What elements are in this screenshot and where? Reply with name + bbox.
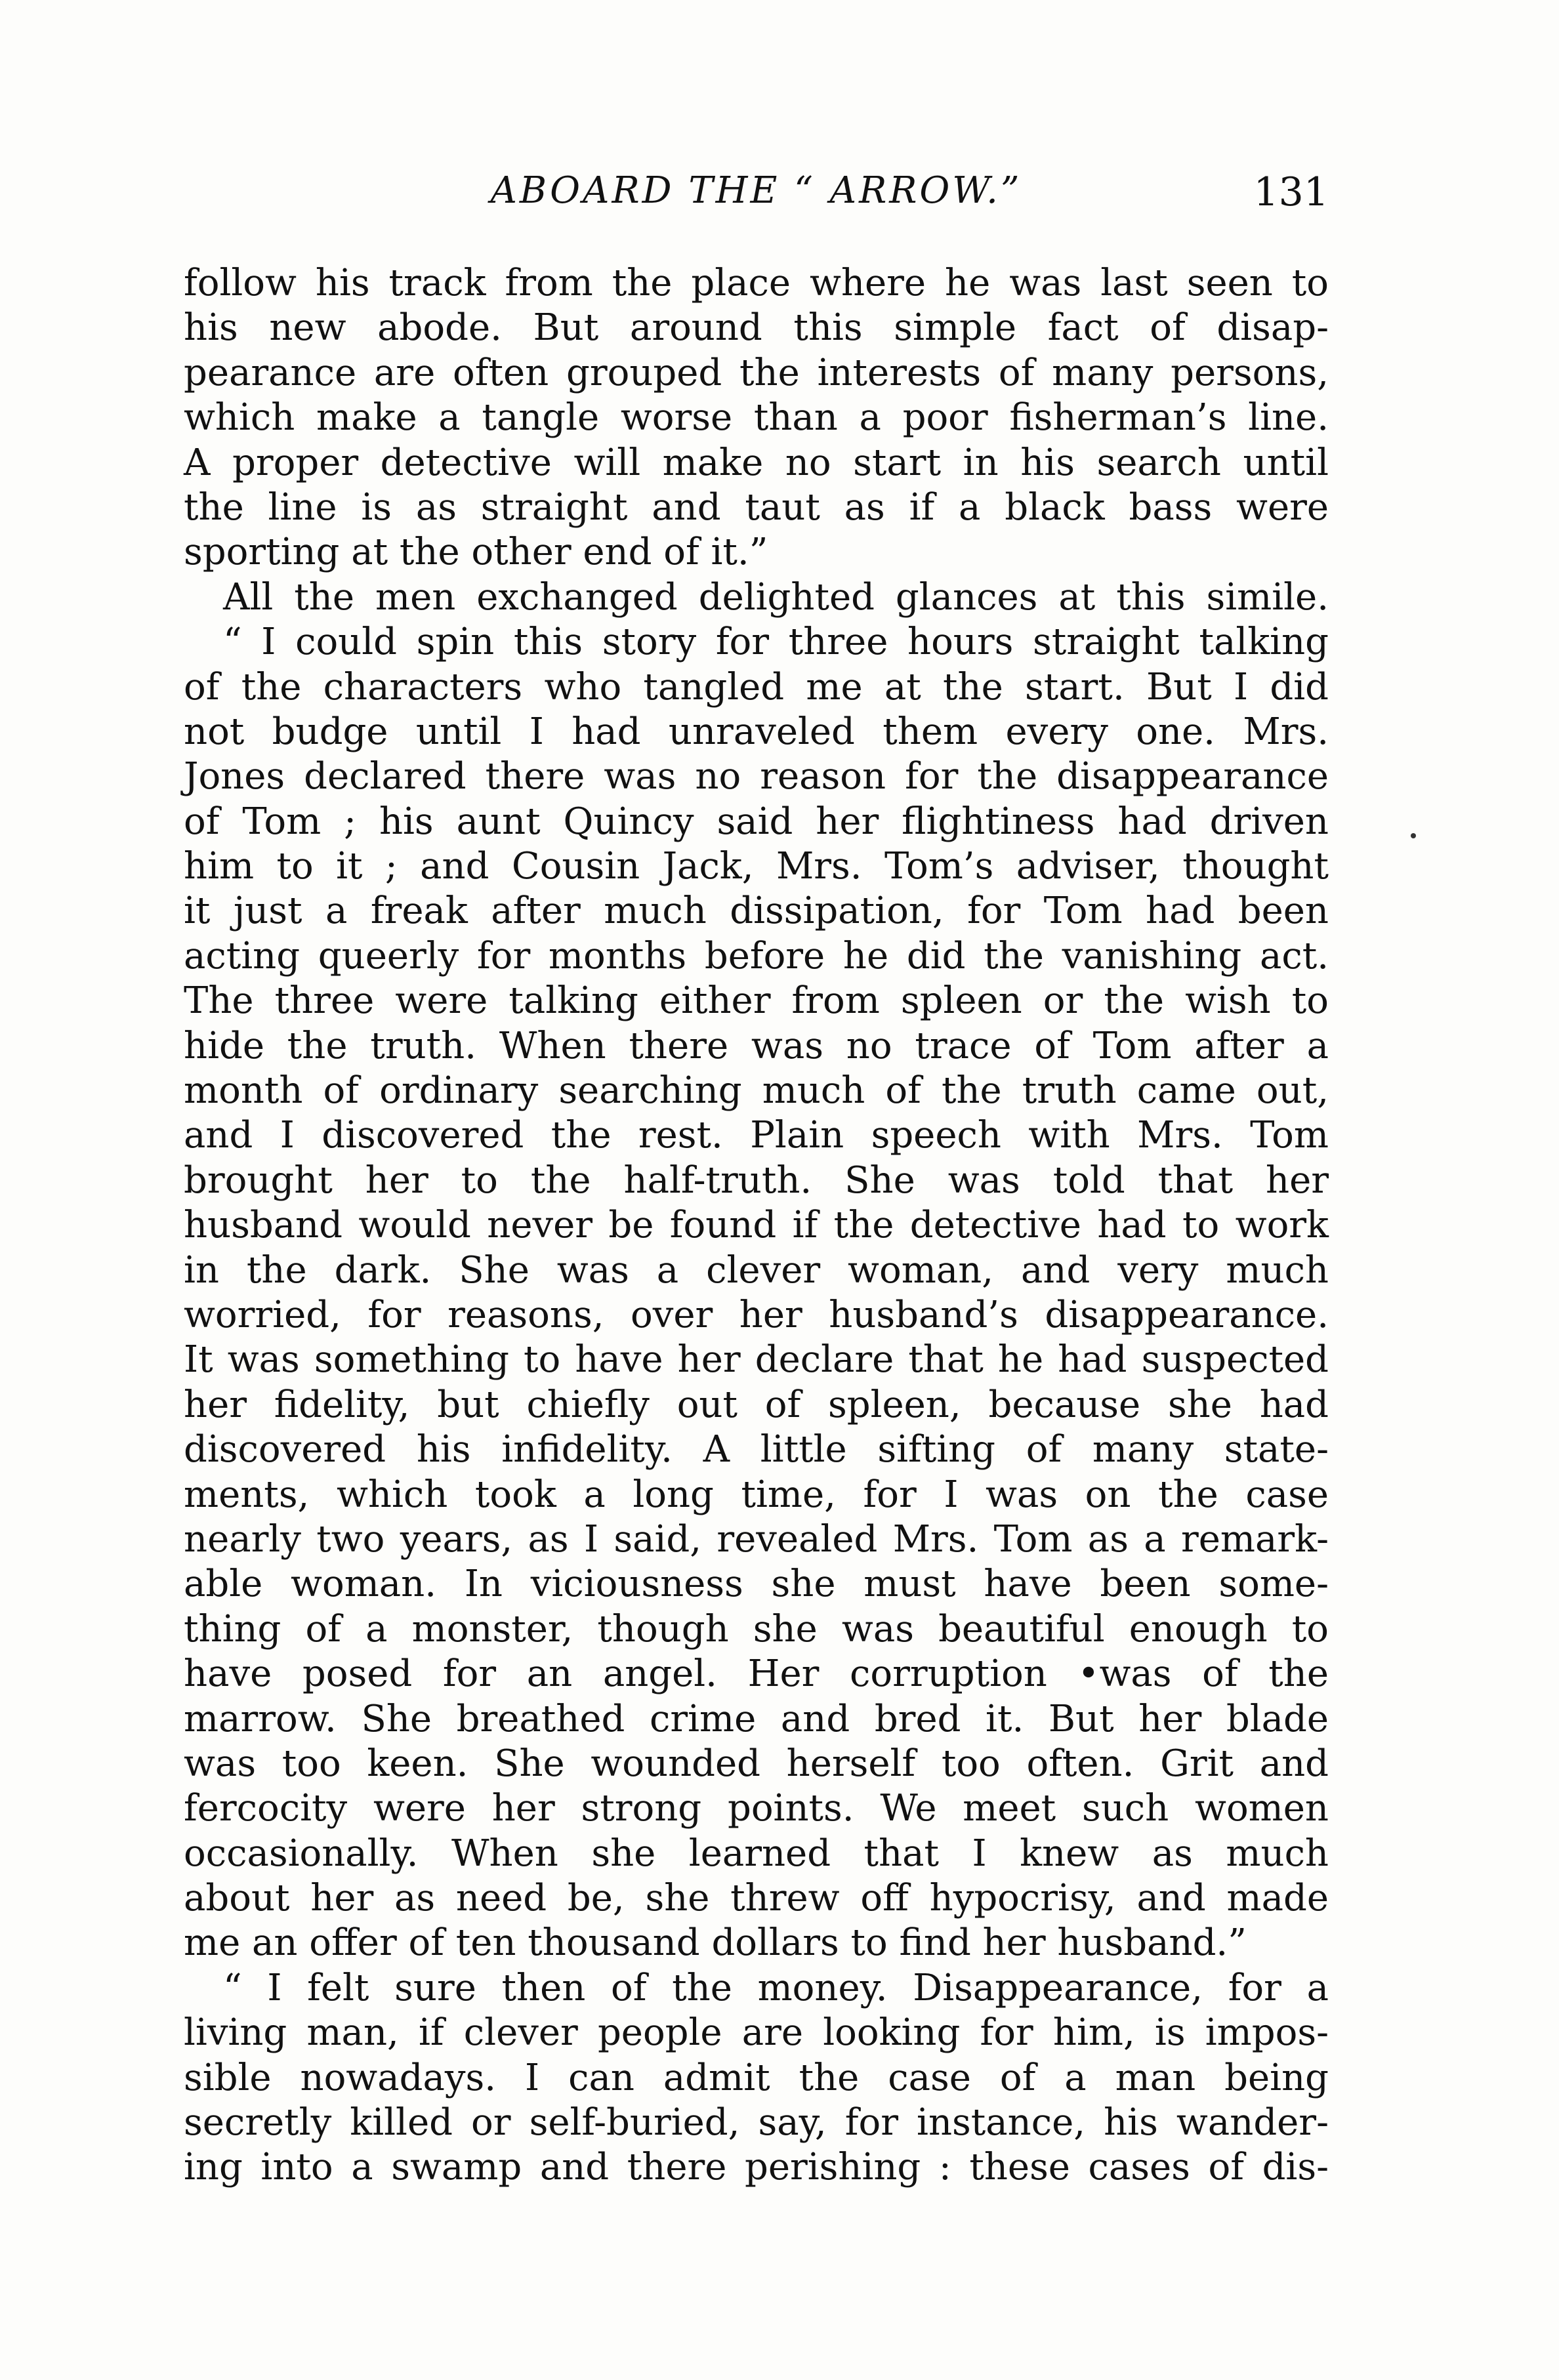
text-line: “ I felt sure then of the money. Disappearance, for a	[223, 1966, 1329, 2009]
text-line: living man, if clever people are looking for him, is impos-	[184, 2011, 1329, 2055]
page-header	[184, 169, 1329, 228]
text-line: have posed for an angel. Her corruption •was of the	[184, 1652, 1329, 1696]
text-line: the line is as straight and taut as if a black bass were	[184, 485, 1329, 529]
running-title: ABOARD THE “ ARROW.”	[490, 169, 1022, 212]
text-line: was too keen. She wounded herself too often. Grit and	[184, 1742, 1329, 1785]
text-line: fercocity were her strong points. We meet such women	[184, 1787, 1329, 1830]
text-line: him to it ; and Cousin Jack, Mrs. Tom’s adviser, thought	[184, 845, 1329, 888]
text-line: nearly two years, as I said, revealed Mrs. Tom as a remark-	[184, 1517, 1329, 1561]
text-line: which make a tangle worse than a poor fisherman’s line.	[184, 396, 1329, 440]
text-line: ing into a swamp and there perishing : these cases of dis-	[184, 2146, 1329, 2189]
text-line: me an offer of ten thousand dollars to find her husband.”	[184, 1921, 1247, 1965]
text-line: in the dark. She was a clever woman, and very much	[184, 1248, 1329, 1292]
text-line: hide the truth. When there was no trace of Tom after a	[184, 1024, 1329, 1067]
text-line: month of ordinary searching much of the truth came out,	[184, 1069, 1329, 1113]
text-line: of the characters who tangled me at the start. But I did	[184, 665, 1329, 708]
text-line: secretly killed or self-buried, say, for instance, his wander-	[184, 2101, 1329, 2144]
text-line: not budge until I had unraveled them every one. Mrs.	[184, 710, 1329, 753]
body-text	[184, 261, 1329, 2190]
text-line: husband would never be found if the detective had to work	[184, 1204, 1329, 1247]
text-line: her fidelity, but chiefly out of spleen, because she had	[184, 1383, 1329, 1426]
text-line: occasionally. When she learned that I knew as much	[184, 1832, 1329, 1875]
text-line: sible nowadays. I can admit the case of a man being	[184, 2056, 1329, 2099]
text-line: follow his track from the place where he was last seen to	[184, 262, 1329, 304]
text-line: it just a freak after much dissipation, for Tom had been	[184, 890, 1329, 933]
text-line: and I discovered the rest. Plain speech with Mrs. Tom	[184, 1114, 1329, 1157]
text-line: of Tom ; his aunt Quincy said her flightiness had driven	[184, 800, 1329, 843]
page-number: 131	[1253, 169, 1329, 215]
text-line: A proper detective will make no start in his search until	[184, 441, 1329, 484]
text-line: All the men exchanged delighted glances at this simile.	[223, 575, 1329, 619]
text-line: discovered his infidelity. A little sifting of many state-	[184, 1428, 1329, 1471]
text-line: brought her to the half-truth. She was told that her	[184, 1159, 1329, 1202]
text-line: able woman. In viciousness she must have been some-	[184, 1563, 1329, 1606]
text-line: about her as need be, she threw off hypocrisy, and made	[184, 1877, 1329, 1920]
text-line: acting queerly for months before he did the vanishing act.	[184, 934, 1329, 977]
text-line: The three were talking either from spleen or the wish to	[184, 979, 1329, 1023]
text-line: ments, which took a long time, for I was on the case	[184, 1473, 1329, 1516]
text-line: thing of a monster, though she was beautiful enough to	[184, 1607, 1329, 1651]
text-line: marrow. She breathed crime and bred it. But her blade	[184, 1697, 1329, 1740]
text-line: worried, for reasons, over her husband’s disappearance.	[184, 1293, 1329, 1336]
text-line: It was something to have her declare that he had suspected	[184, 1338, 1329, 1382]
text-line: pearance are often grouped the interests of many persons,	[184, 351, 1329, 394]
text-line: sporting at the other end of it.”	[184, 531, 768, 574]
text-line: “ I could spin this story for three hours straight talking	[223, 621, 1329, 664]
margin-speck	[1411, 833, 1416, 838]
text-line: Jones declared there was no reason for the disappearance	[184, 755, 1329, 798]
text-line: his new abode. But around this simple fact of disap-	[184, 306, 1329, 350]
